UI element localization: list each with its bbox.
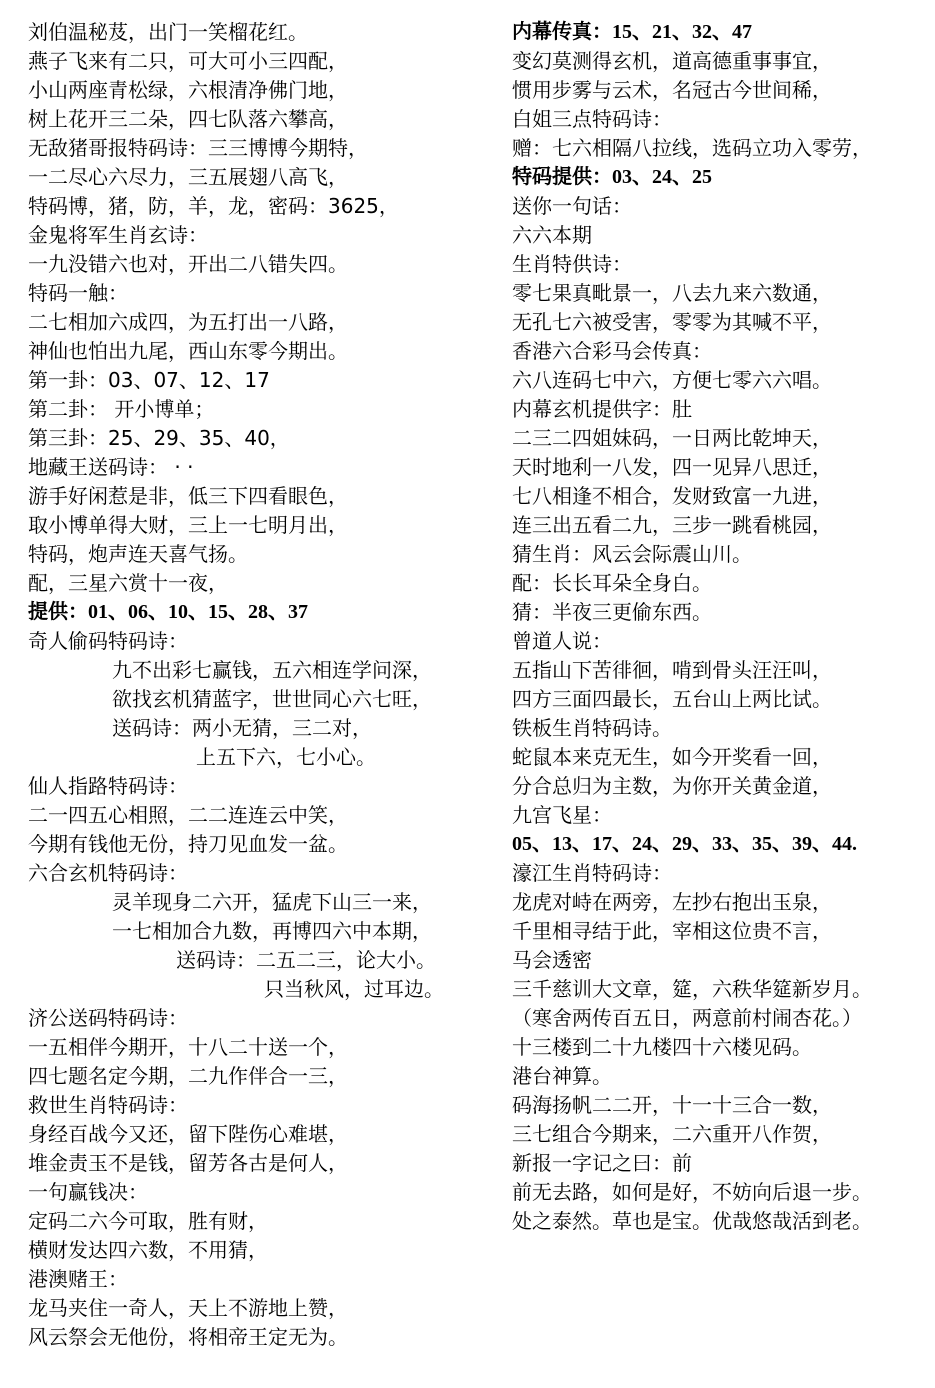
text-line: 仙人指路特码诗： bbox=[28, 774, 188, 798]
text-line: 三七组合今期来，二六重开八作贺， bbox=[512, 1122, 832, 1146]
text-line: 新报一字记之曰：前 bbox=[512, 1151, 692, 1175]
text-line: 定码二六今可取，胜有财， bbox=[28, 1209, 268, 1233]
text-line: 二一四五心相照，二二连连云中笑， bbox=[28, 803, 348, 827]
text-line: 救世生肖特码诗： bbox=[28, 1093, 188, 1117]
text-line: 分合总归为主数，为你开关黄金道， bbox=[512, 774, 832, 798]
text-line: 树上花开三二朵，四七队落六攀高， bbox=[28, 107, 348, 131]
text-line: 特码，炮声连天喜气扬。 bbox=[28, 542, 248, 566]
text-line: 二三二四姐妹码，一日两比乾坤天， bbox=[512, 426, 832, 450]
text-line: 配，三星六赏十一夜， bbox=[28, 571, 228, 595]
text-line: 无孔七六被受害，零零为其喊不平， bbox=[512, 310, 832, 334]
text-line: 港澳赌王： bbox=[28, 1267, 128, 1291]
text-line: 堆金责玉不是钱，留芳各古是何人， bbox=[28, 1151, 348, 1175]
text-line: 前无去路，如何是好，不妨向后退一步。 bbox=[512, 1180, 872, 1204]
text-line: 猜：半夜三更偷东西。 bbox=[512, 600, 712, 624]
text-line: 四方三面四最长，五台山上两比试。 bbox=[512, 687, 832, 711]
text-line: 港台神算。 bbox=[512, 1064, 612, 1088]
text-line: 上五下六，七小心。 bbox=[196, 745, 376, 769]
text-line: 第一卦：03、07、12、17 bbox=[28, 368, 270, 392]
text-line: 五指山下苦徘徊，啃到骨头汪汪叫， bbox=[512, 658, 832, 682]
text-line: 四七题名定今期，二九作伴合一三， bbox=[28, 1064, 348, 1088]
text-line: 奇人偷码特码诗： bbox=[28, 629, 188, 653]
text-line: 生肖特供诗： bbox=[512, 252, 632, 276]
text-line: 欲找玄机猜蓝字，世世同心六七旺， bbox=[112, 687, 432, 711]
text-line: 铁板生肖特码诗。 bbox=[512, 716, 672, 740]
text-line: 二七相加六成四，为五打出一八路， bbox=[28, 310, 348, 334]
text-line: 特码博，猪，防，羊，龙，密码：3625， bbox=[28, 194, 399, 218]
text-line: 三千慈训大文章，筵，六秩华筵新岁月。 bbox=[512, 977, 872, 1001]
text-line: 今期有钱他无份，持刀见血发一盆。 bbox=[28, 832, 348, 856]
text-line: 05、13、17、24、29、33、35、39、44. bbox=[512, 833, 857, 855]
text-line: 燕子飞来有二只，可大可小三四配， bbox=[28, 49, 348, 73]
text-line: 取小博单得大财，三上一七明月出， bbox=[28, 513, 348, 537]
text-line: 只当秋风，过耳边。 bbox=[264, 977, 444, 1001]
text-line: 连三出五看二九，三步一跳看桃园， bbox=[512, 513, 832, 537]
right-column bbox=[512, 18, 932, 1236]
text-line: 变幻莫测得玄机，道高德重事事宜， bbox=[512, 49, 832, 73]
text-line: 小山两座青松绿，六根清净佛门地， bbox=[28, 78, 348, 102]
text-line: 猜生肖：风云会际震山川。 bbox=[512, 542, 752, 566]
text-line: 赠：七六相隔八拉线，选码立功入零劳， bbox=[512, 136, 872, 160]
text-line: 香港六合彩马会传真： bbox=[512, 339, 712, 363]
text-line: 曾道人说： bbox=[512, 629, 612, 653]
text-line: 处之泰然。草也是宝。优哉悠哉活到老。 bbox=[512, 1209, 872, 1233]
text-line: 特码一触： bbox=[28, 281, 128, 305]
text-line: 蛇鼠本来克无生，如今开奖看一回， bbox=[512, 745, 832, 769]
text-line: 神仙也怕出九尾，西山东零今期出。 bbox=[28, 339, 348, 363]
text-line: 特码提供：03、24、25 bbox=[512, 166, 712, 188]
text-line: 灵羊现身二六开，猛虎下山三一来， bbox=[112, 890, 432, 914]
text-line: 六八连码七中六，方便七零六六唱。 bbox=[512, 368, 832, 392]
text-line: 九不出彩七赢钱，五六相连学问深， bbox=[112, 658, 432, 682]
text-line: 内幕玄机提供字：肚 bbox=[512, 397, 692, 421]
text-line: 六合玄机特码诗： bbox=[28, 861, 188, 885]
text-line: 第二卦： 开小博单； bbox=[28, 397, 215, 421]
text-line: 九宫飞星： bbox=[512, 803, 612, 827]
text-line: 第三卦：25、29、35、40， bbox=[28, 426, 290, 450]
text-line: 金鬼将军生肖玄诗： bbox=[28, 223, 208, 247]
text-line: 六六本期 bbox=[512, 223, 592, 247]
text-line: 提供：01、06、10、15、28、37 bbox=[28, 601, 308, 623]
text-line: 横财发达四六数，不用猜， bbox=[28, 1238, 268, 1262]
text-line: 龙虎对峙在两旁，左抄右抱出玉泉， bbox=[512, 890, 832, 914]
text-line: 一七相加合九数，再博四六中本期， bbox=[112, 919, 432, 943]
text-line: 送你一句话： bbox=[512, 194, 632, 218]
text-line: 十三楼到二十九楼四十六楼见码。 bbox=[512, 1035, 812, 1059]
text-line: 龙马夹住一奇人，天上不游地上赞， bbox=[28, 1296, 348, 1320]
text-line: 无敌猪哥报特码诗：三三博博今期特， bbox=[28, 136, 368, 160]
text-line: 码海扬帆二二开，十一十三合一数， bbox=[512, 1093, 832, 1117]
text-line: 济公送码特码诗： bbox=[28, 1006, 188, 1030]
text-line: 刘伯温秘芨，出门一笑榴花红。 bbox=[28, 20, 308, 44]
left-column bbox=[28, 18, 498, 1352]
text-line: 一句赢钱决： bbox=[28, 1180, 148, 1204]
text-line: 一九没错六也对，开出二八错失四。 bbox=[28, 252, 348, 276]
text-line: 游手好闲惹是非，低三下四看眼色， bbox=[28, 484, 348, 508]
text-line: 风云祭会无他份，将相帝王定无为。 bbox=[28, 1325, 348, 1349]
text-line: （寒舍两传百五日，两意前村闹杏花。） bbox=[512, 1006, 862, 1030]
text-line: 天时地利一八发，四一见异八思迁， bbox=[512, 455, 832, 479]
text-line: 马会透密 bbox=[512, 948, 592, 972]
text-line: 身经百战今又还，留下陛伤心难堪， bbox=[28, 1122, 348, 1146]
text-line: 送码诗：二五二三，论大小。 bbox=[176, 948, 436, 972]
text-line: 地藏王送码诗： · · bbox=[28, 455, 194, 479]
text-line: 白姐三点特码诗： bbox=[512, 107, 672, 131]
text-line: 惯用步雾与云术，名冠古今世间稀， bbox=[512, 78, 832, 102]
text-line: 零七果真毗景一，八去九来六数通， bbox=[512, 281, 832, 305]
text-line: 送码诗：两小无猜，三二对， bbox=[112, 716, 372, 740]
text-line: 濠江生肖特码诗： bbox=[512, 861, 672, 885]
text-line: 一二尽心六尽力，三五展翅八高飞， bbox=[28, 165, 348, 189]
text-line: 配：长长耳朵全身白。 bbox=[512, 571, 712, 595]
text-line: 一五相伴今期开，十八二十送一个， bbox=[28, 1035, 348, 1059]
text-line: 七八相逢不相合，发财致富一九进， bbox=[512, 484, 832, 508]
text-line: 千里相寻结于此，宰相这位贵不言， bbox=[512, 919, 832, 943]
text-line: 内幕传真：15、21、32、47 bbox=[512, 21, 752, 43]
